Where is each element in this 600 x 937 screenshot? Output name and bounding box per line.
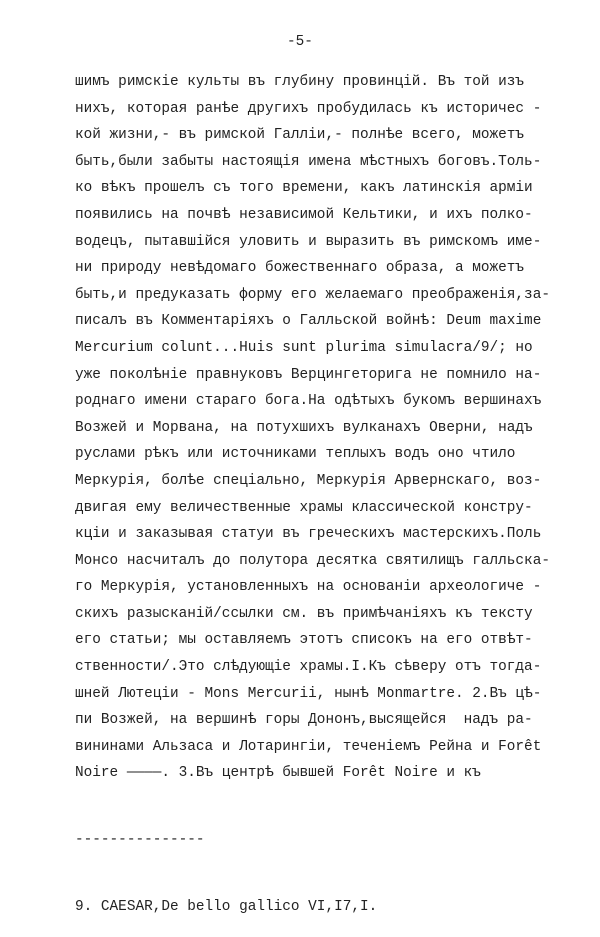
text-line: уже поколѣніе правнуковъ Верцингеторига не помнило на- bbox=[75, 366, 542, 383]
text-line: скихъ разысканій/ссылки см. въ примѣчаніяхъ къ тексту bbox=[75, 605, 533, 622]
text-line: быть,были забыты настоящія имена мѣстныхъ боговъ.Толь- bbox=[75, 153, 542, 170]
text-line: ственности/.Это слѣдующіе храмы.I.Къ сѣверу отъ тогда- bbox=[75, 659, 542, 676]
text-line: появились на почвѣ независимой Кельтики, и ихъ полко- bbox=[75, 206, 533, 223]
text-line: ни природу невѣдомаго божественнаго образа, а можетъ bbox=[75, 260, 525, 277]
text-line: го Меркурія, установленныхъ на основаніи археологиче - bbox=[75, 579, 542, 596]
page-number: -5- bbox=[287, 34, 313, 50]
text-line: Mercurium colunt...Huis sunt plurima simulacra/9/; но bbox=[75, 339, 533, 356]
text-line: шимъ римскіе культы въ глубину провинцій. Въ той изъ bbox=[75, 74, 525, 90]
text-line: шней Лютеціи - Mons Mercurii, нынѣ Monmartre. 2.Въ цѣ- bbox=[75, 685, 542, 702]
text-line: роднаго имени стараго бога.На одѣтыхъ букомъ вершинахъ bbox=[75, 393, 542, 410]
text-line: вининами Альзаса и Лотарингіи, теченіемъ Рейна и Forêt bbox=[75, 738, 542, 755]
body-text bbox=[75, 72, 550, 790]
text-line: руслами рѣкъ или источниками теплыхъ водъ оно чтило bbox=[75, 446, 516, 463]
text-line: нихъ, которая ранѣе другихъ пробудилась къ историчес - bbox=[75, 100, 542, 117]
footnote-9: 9. CAESAR,De bello gallico VI,I7,I. bbox=[75, 899, 378, 915]
text-line: Возжей и Морвана, на потухшихъ вулканахъ Оверни, надъ bbox=[75, 419, 533, 436]
text-line: Монсо насчиталъ до полутора десятка святилищъ галльска- bbox=[75, 552, 550, 569]
text-line: быть,и предуказать форму его желаемаго преображенія,за- bbox=[75, 286, 550, 303]
text-line: двигая ему величественные храмы классической констру- bbox=[75, 499, 533, 516]
text-line: ко вѣкъ прошелъ съ того времени, какъ латинскія арміи bbox=[75, 180, 533, 197]
text-line: писалъ въ Комментаріяхъ о Галльской войнѣ: Deum maxime bbox=[75, 313, 542, 330]
text-line: Noire ————. 3.Въ центрѣ бывшей Forêt Noire и къ bbox=[75, 765, 481, 782]
text-line: его статьи; мы оставляемъ этотъ списокъ на его отвѣт- bbox=[75, 632, 533, 649]
footnote-separator: --------------- bbox=[75, 832, 205, 848]
footnotes bbox=[75, 790, 377, 937]
text-line: кой жизни,- въ римской Галліи,- полнѣе всего, можетъ bbox=[75, 127, 525, 144]
text-line: кціи и заказывая статуи въ греческихъ мастерскихъ.Поль bbox=[75, 526, 542, 543]
text-line: водецъ, пытавшійся уловить и выразить въ римскомъ име- bbox=[75, 233, 542, 250]
text-line: Меркурія, болѣе спеціально, Меркурія Арвернскаго, воз- bbox=[75, 472, 542, 489]
text-line: пи Возжей, на вершинѣ горы Дононъ,высящейся надъ ра- bbox=[75, 712, 533, 729]
